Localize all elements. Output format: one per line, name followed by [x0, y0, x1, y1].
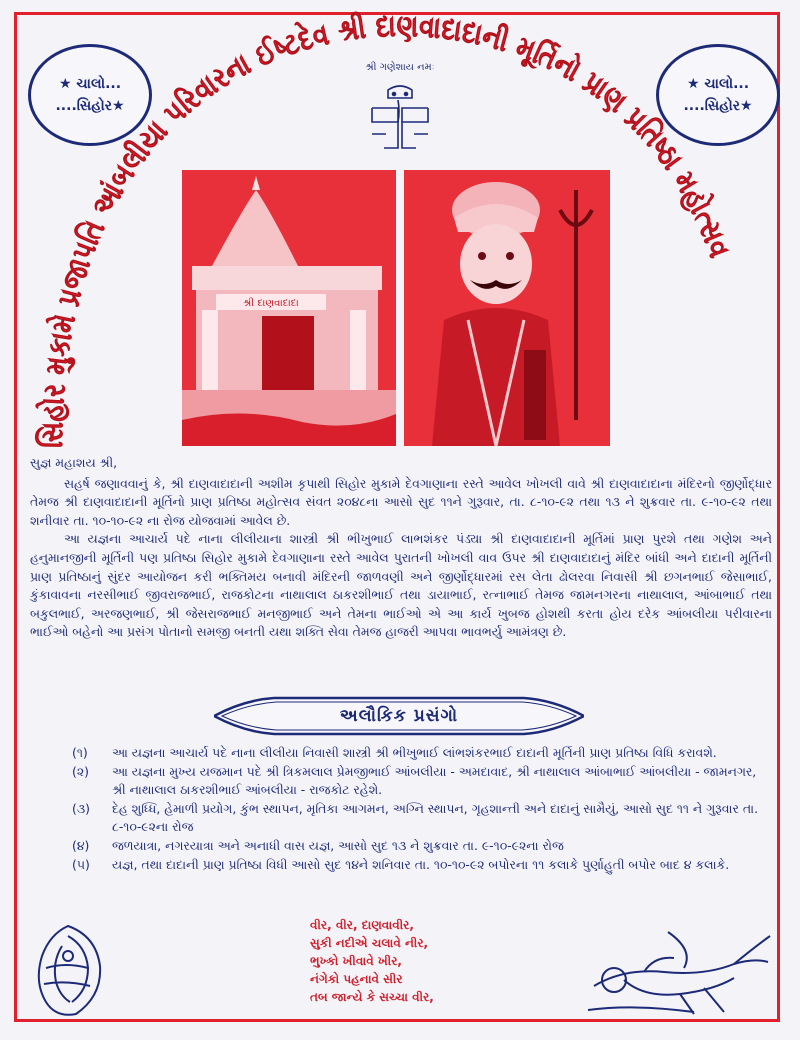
event-number: (૪): [72, 838, 90, 853]
event-text: દેહ શુધ્ધિ, હેમાળી પ્રયોગ, કુંભ સ્થાપન, મૃતિકા આગમન, અગ્નિ સ્થાપન, ગૃહશાન્તી અને દાદાનું સામૈયું, આસો સુદ ૧૧ ને ગુરૂવાર તા. ૮-૧૦-૯૨ના રોજ: [112, 801, 759, 834]
section-heading: અલૌકિક પ્રસંગો: [339, 706, 459, 726]
badge-chalo-sihor-right: [656, 44, 780, 146]
page-title: સિહોર મુકામે પ્રજાપતિ આંબલીયા પરિવારના ઈષ્ટદેવ શ્રી દાણવાદાદાની મૂર્તિનો પ્રાણ પ્રતિષ્ઠા મહોત્સવ: [34, 8, 739, 448]
conch-icon: [26, 922, 110, 1020]
salutation: સુજ્ઞ મહાશય શ્રી,: [30, 455, 118, 470]
poem-line: તબ જાન્યે કે સચ્ચા વીર,: [310, 990, 434, 1004]
list-item: [72, 856, 762, 874]
poem-line: ભુખ્કો ખીવાવે ખીર,: [310, 954, 402, 968]
list-item: [72, 763, 762, 799]
deity-illustration: [404, 170, 610, 446]
event-text: યજ્ઞ, તથા દાદાની પ્રાણ પ્રતિષ્ઠા વિધી આસો સુદ ૧૪ને શનિવાર તા. ૧૦-૧૦-૯૨ બપોરના ૧૧ કલાકે પુર્ણાહુતી બપોર બાદ ૪ કલાકે.: [112, 857, 730, 872]
event-text: આ યજ્ઞના આચાર્ય પદે નાના લીલીયા નિવાસી શાસ્ત્રી શ્રી ભીખુભાઈ લાંભશંકરભાઈ દાદાની મૂર્તિની પ્રાણ પ્રતિષ્ઠા વિધિ કરાવશે.: [112, 745, 717, 760]
event-text: આ યજ્ઞના મુખ્ય યજમાન પદે શ્રી ત્રિકમલાલ પ્રેમજીભાઈ આંબલીયા - અમદાવાદ, શ્રી નાથાલાલ આંબાભાઈ આંબલીયા - જામનગર, શ્રી નાથાલાલ ઠાકરશીભાઈ આંબલીયા - રાજકોટ રહેશે.: [112, 764, 757, 797]
poem-line: સુકી નદીએ ચલાવે નીર,: [310, 936, 429, 950]
poem-verse: [310, 916, 510, 1006]
event-number: (૨): [72, 764, 89, 779]
poem-line: નંગેકો પહનાવે સીર: [310, 972, 403, 986]
list-item: [72, 800, 762, 836]
section-banner: [214, 694, 584, 738]
event-number: (૫): [72, 857, 90, 872]
badge-line-1: ★ ચાલો...: [58, 76, 122, 92]
poem-line: વીર, વીર, દાણવાવીર,: [310, 918, 414, 932]
event-number: (૧): [72, 745, 88, 760]
flying-hanuman-icon: [584, 928, 774, 1018]
event-text: જળયાત્રા, નગરયાત્રા અને અનાધી વાસ યજ્ઞ, આસો સુદ ૧૩ ને શુક્રવાર તા. ૯-૧૦-૯૨ના રોજ: [112, 838, 564, 853]
badge-line-2: ....સિહોર★: [683, 98, 753, 114]
badge-line-1: ★ ચાલો...: [686, 76, 750, 92]
list-item: [72, 744, 762, 762]
temple-sign: શ્રી દાણવાદાદા: [243, 298, 299, 309]
letter-paragraph-2: આ યજ્ઞના આચાર્ય પદે નાના લીલીયાના શાસ્ત્રી શ્રી ભીખુભાઈ લાભશંકર પંડ્યા શ્રી દાણવાદાદાની મૂર્તિમાં પ્રાણ પુરશે તથા ગણેશ અને હનુમાનજીની મૂર્તિની પણ પ્રતિષ્ઠા સિહોર મુકામે દેવગાણાના રસ્તે આવેલ પુરાતની ખોખલી વાવ ઉપર શ્રી દાણવાદાદાનું મંદિર બાંધી અને દાદાની મૂર્તિની પ્રાણ પ્રતિષ્ઠાનું સુંદર આયોજન કરી ભક્તિમય બનાવી મંદિરની જાળવણી અને જીર્ણોદ્ધારમાં રસ લેતા ઢોલરવા નિવાસી શ્રી છગનભાઈ જેસાભાઈ, કુંકાવાવના નરસીભાઈ જીવરાજભાઈ, રાજકોટના નાથાલાલ ઠાકરશીભાઈ તથા ડાયાભાઈ, રત્નાભાઈ તેમજ જામનગરના નાથાલાલ, આંબાભાઈ તથા બકુલભાઈ, અરજણભાઈ, શ્રી જેસરાજભાઈ મનજીભાઈ અને તેમના ભાઈઓ એ આ કાર્ય ખુબજ હોશથી કરતા હોય દરેક આંબલીયા પરીવારના ભાઈઓ બહેનો આ પ્રસંગ પોતાનો સમજી બનતી યથા શક્તિ સેવા તેમજ હાજરી આપવા ભાવભર્યુ આમંત્રણ છે.: [30, 531, 772, 640]
deity-photo: [404, 170, 610, 446]
event-number: (૩): [72, 801, 90, 816]
temple-illustration: [182, 170, 396, 446]
events-list: [72, 744, 762, 875]
ganesh-swastik-icon: [358, 82, 442, 156]
badge-chalo-sihor-left: [28, 44, 152, 146]
badge-line-2: ....સિહોર★: [55, 98, 125, 114]
list-item: [72, 837, 762, 855]
invocation-text: શ્રી ગણેશાય નમઃ: [365, 62, 435, 73]
letter-body: [30, 454, 772, 642]
letter-paragraph-1: સહર્ષ જણાવવાનું કે, શ્રી દાણવાદાદાની અશીમ કૃપાથી સિહોર મુકામે દેવગાણાના રસ્તે આવેલ ખોખલી વાવે શ્રી દાણવાદાદાના મંદિરનો જીર્ણોદ્ધાર તેમજ શ્રી દાણવાદાદાની મૂર્તિનો પ્રાણ પ્રતિષ્ઠા મહોત્સવ સંવત ૨૦૪૮ના આસો સુદ ૧૧ને ગુરૂવાર, તા. ૮-૧૦-૯૨ તથા ૧૩ ને શુક્રવાર તા. ૯-૧૦-૯૨ તથા શનીવાર તા. ૧૦-૧૦-૯૨ ના રોજ યોજવામાં આવેલ છે.: [30, 475, 772, 528]
temple-photo: [182, 170, 396, 446]
